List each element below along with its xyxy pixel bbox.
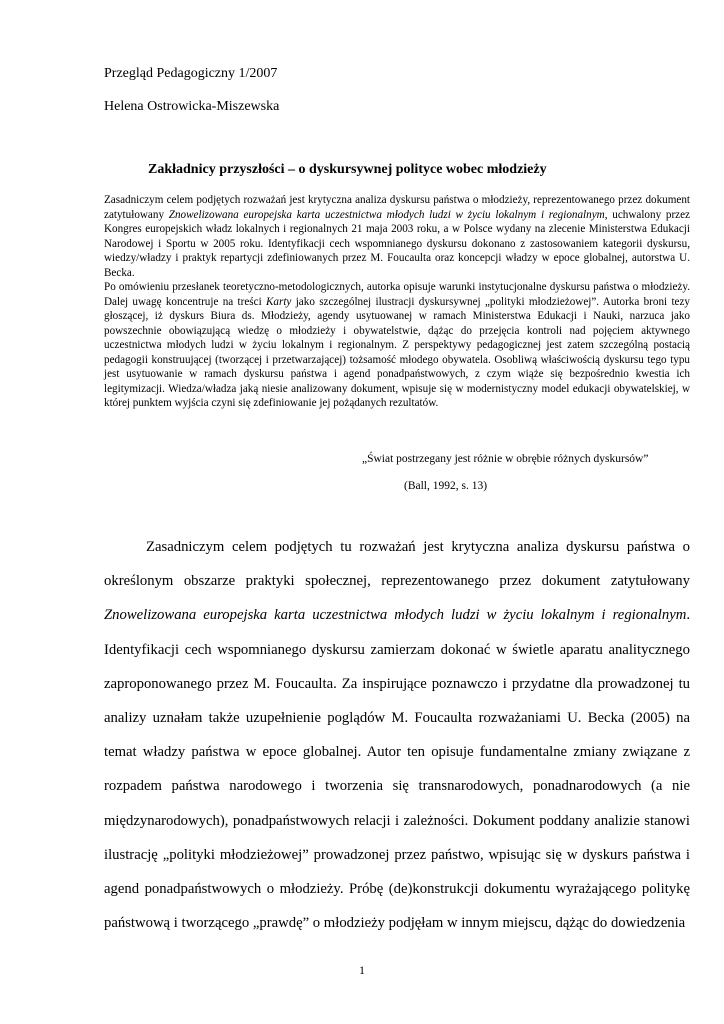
article-title: Zakładnicy przyszłości – o dyskursywnej polityce wobec młodzieży [148, 162, 547, 177]
body-paragraph: Zasadniczym celem podjętych tu rozważań jest krytyczna analiza dyskursu państwa o określonym obszarze praktyki społecznej, reprezentowanego przez dokument zatytułowany Znowelizowana europejska karta uczestnictwa młodych ludzi w życiu lokalnym i regionalnym. Identyfikacji cech wspomnianego dyskursu zamierzam dokonać w świetle aparatu analitycznego zaproponowanego przez M. Foucaulta. Za inspirujące poznawczo i przydatne dla prowadzonej tu analizy uznałam także uzupełnienie poglądów M. Foucaulta rozważaniami U. Becka (2005) na temat władzy państwa w epoce globalnej. Autor ten opisuje fundamentalne zmiany związane z rozpadem państwa narodowego i tworzenia się transnarodowych, ponadnarodowych (a nie międzynarodowych), ponadpaństwowych relacji i zależności. Dokument poddany analizie stanowi ilustrację „polityki młodzieżowej” prowadzonej przez państwo, wpisując się w dyskurs państwa i agend ponadpaństwowych o młodzieży. Próbę (de)konstrukcji dokumentu wyrażającego politykę państwową i tworzącego „prawdę” o młodzieży podjęłam w innym miejscu, dążąc do dowiedzenia [104, 539, 690, 932]
document-title-italic: Znowelizowana europejska karta uczestnictwa młodych ludzi w życiu lokalnym i regionalnym [168, 208, 605, 221]
abstract [104, 193, 690, 411]
karty-italic: Karty [266, 295, 292, 308]
abstract-paragraph: Po omówieniu przesłanek teoretyczno-metodologicznych, autorka opisuje warunki instytucjonalne dyskursu państwa o młodzieży. Dalej uwagę koncentruje na treści Karty jako szczególnej ilustracji dyskursywnej „polityki młodzieżowej”. Autorka broni tezy głoszącej, iż dyskurs Biura ds. Młodzieży, agendy usytuowanej w ramach Ministerstwa Edukacji i Nauki, narzuca jako powszechnie obowiązującą wiedzę o młodzieży i obywatelstwie, dążąc do przejęcia kontroli nad pojęciem aktywnego uczestnictwa młodych ludzi w życiu lokalnym i regionalnym. Z perspektywy pedagogicznej jest zatem szczególną postacią pedagogii konstruującej (tworzącej i przetwarzającej) tożsamość młodego obywatela. Osobliwą właściwością dyskursu tego typu jest usytuowanie w ramach dyskursu państwa i agend ponadpaństwowych, z czym wiąże się bezpośrednio kwestia ich legitymizacji. Wiedza/władza jaką niesie analizowany dokument, wpisuje się w modernistyczny model edukacji obywatelskiej, w której punktem wyjścia czyni się zdefiniowanie jej pożądanych rezultatów. [104, 281, 690, 409]
page-number: 1 [359, 963, 365, 977]
author-name: Helena Ostrowicka-Miszewska [104, 99, 280, 114]
abstract-paragraph: Zasadniczym celem podjętych rozważań jest krytyczna analiza dyskursu państwa o młodzieży, reprezentowanego przez dokument zatytułowany Znowelizowana europejska karta uczestnictwa młodych ludzi w życiu lokalnym i regionalnym, uchwalony przez Kongres europejskich władz lokalnych i regionalnych 21 maja 2003 roku, a w Polsce wydany na zlecenie Ministerstwa Edukacji Narodowej i Sportu w 2005 roku. Identyfikacji cech wspomnianego dyskursu dokonano z zastosowaniem kategorii dyskursu, wiedzy/władzy i praktyk repartycji zdefiniowanych przez M. Foucaulta oraz koncepcji władzy w epoce globalnej, autorstwa U. Becka. [104, 194, 691, 279]
body-text [104, 530, 690, 940]
epigraph-quote: „Świat postrzegany jest różnie w obrębie różnych dyskursów” [362, 453, 649, 465]
document-title-italic: Znowelizowana europejska karta uczestnictwa młodych ludzi w życiu lokalnym i regionalnym [104, 607, 687, 624]
journal-citation: Przegląd Pedagogiczny 1/2007 [104, 66, 278, 81]
epigraph-source: (Ball, 1992, s. 13) [404, 480, 488, 492]
